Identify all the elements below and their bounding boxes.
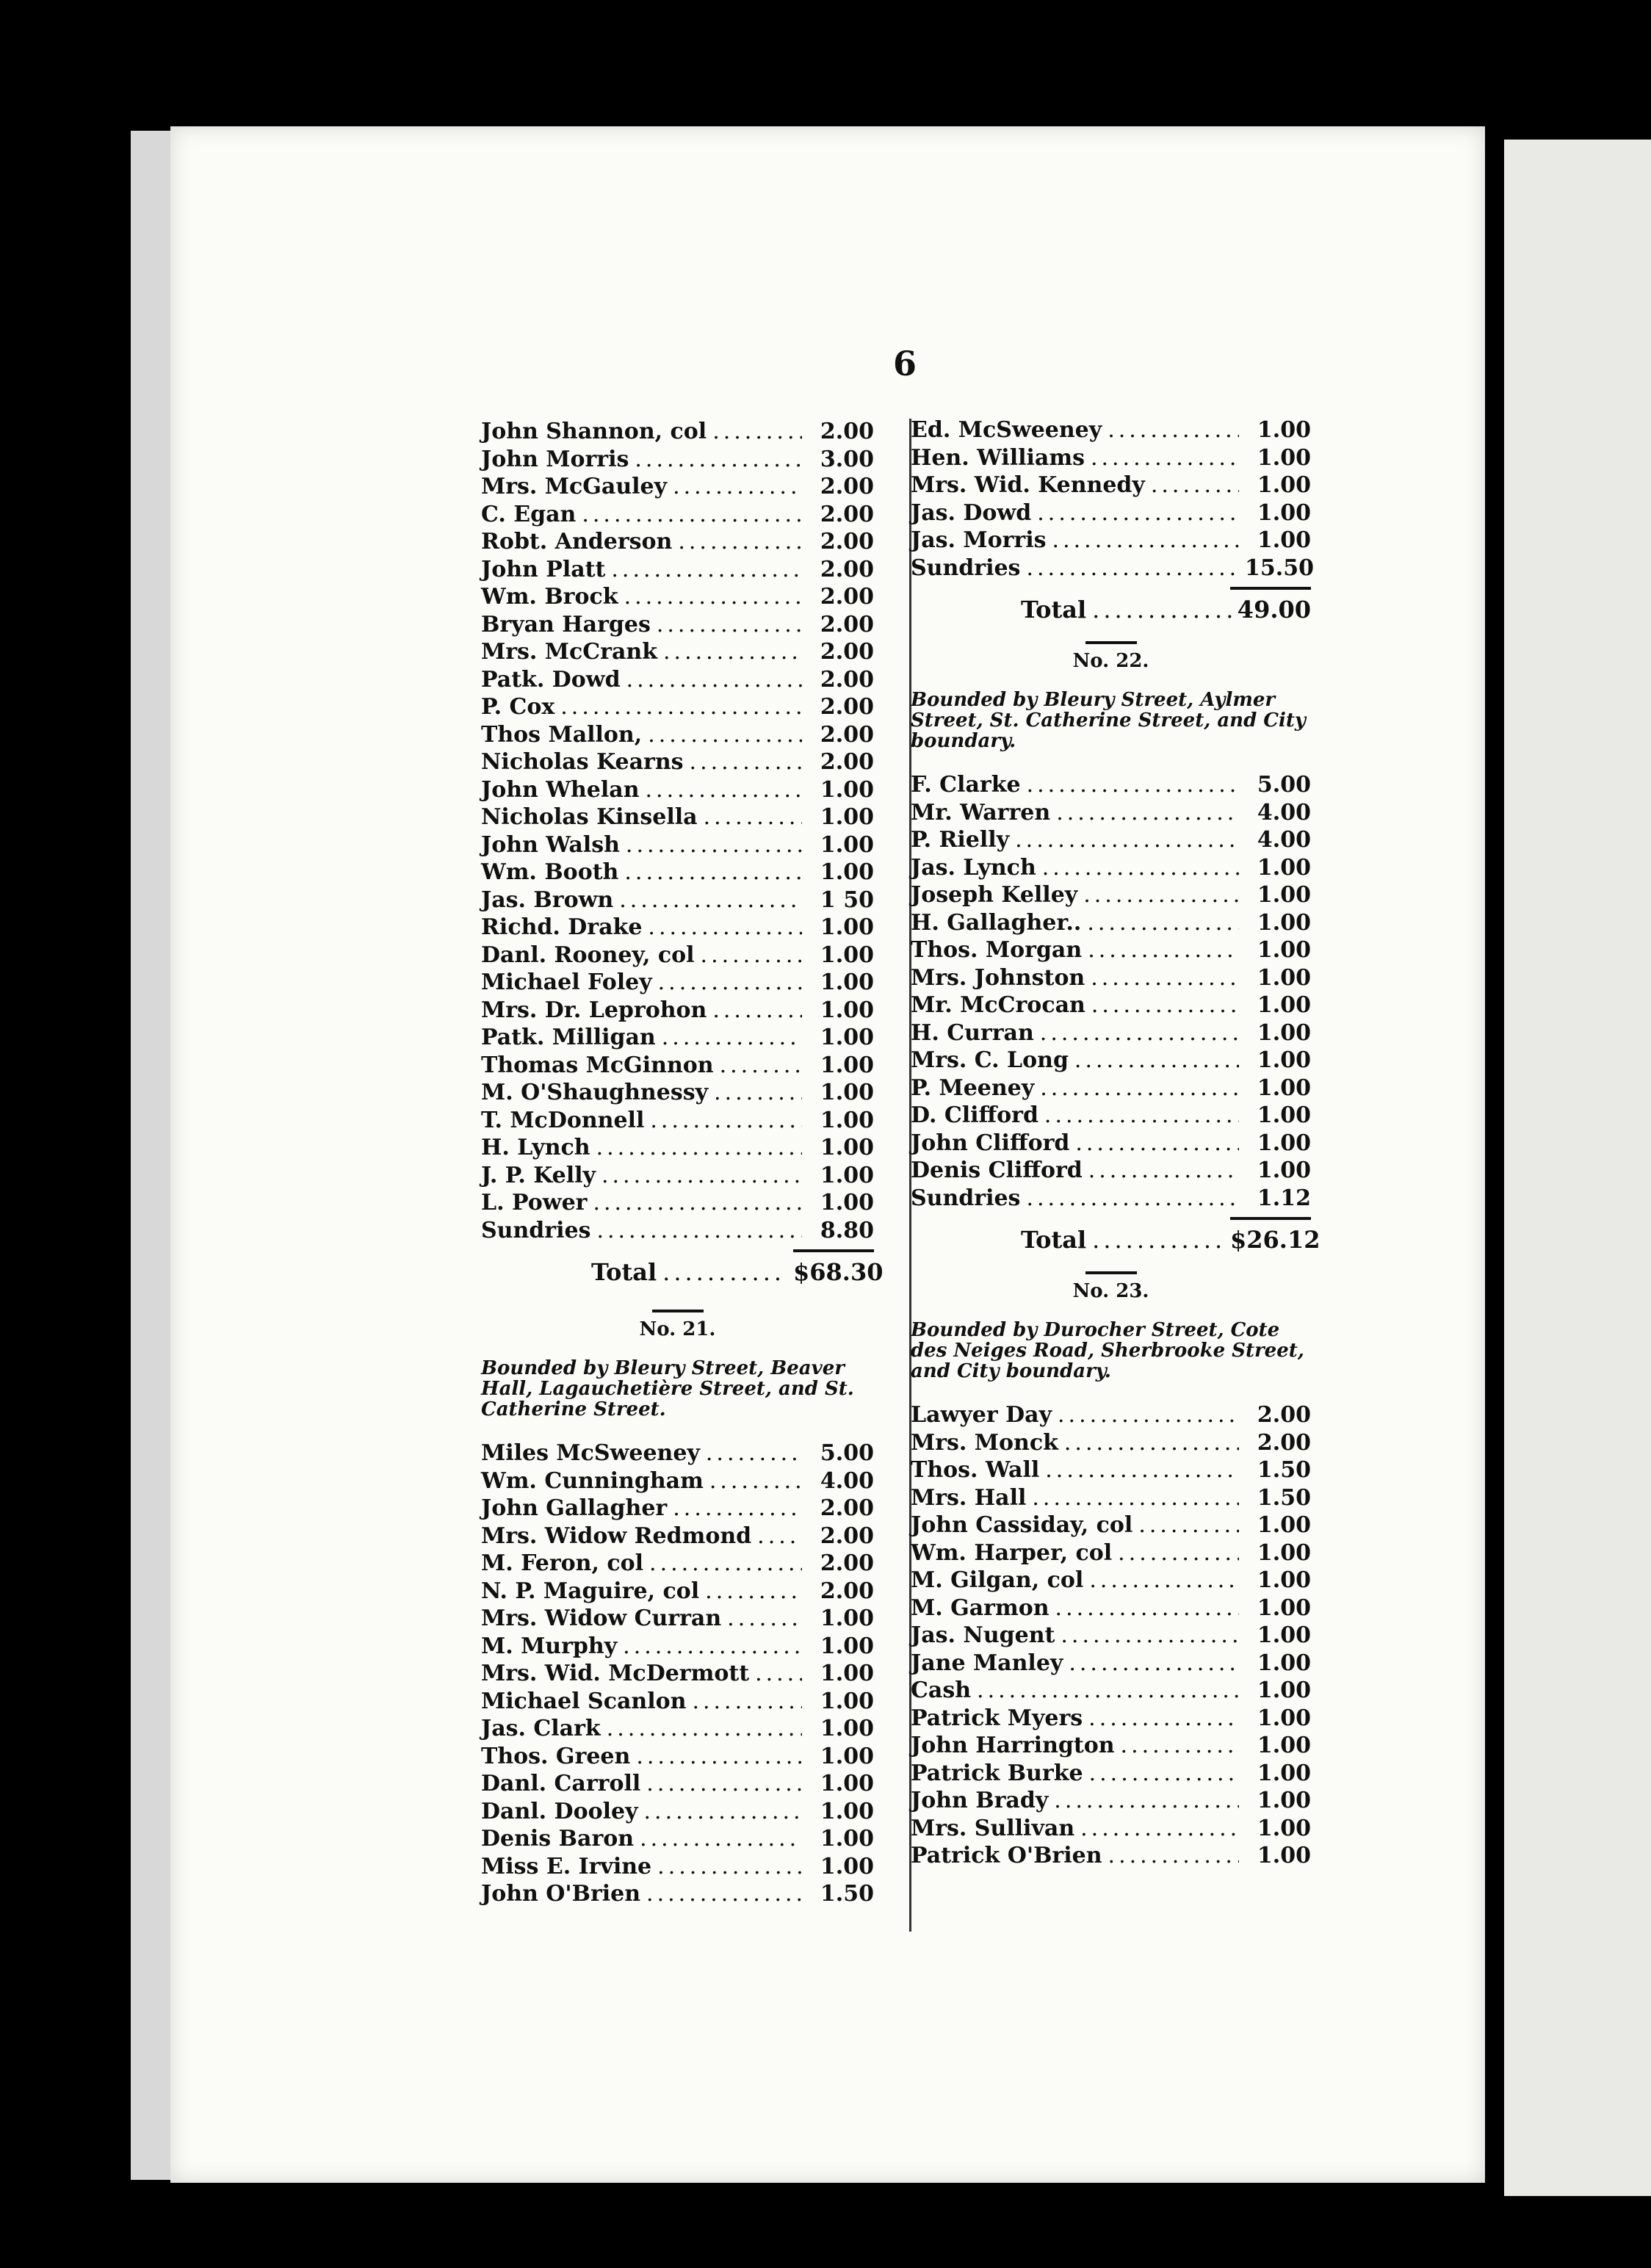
entry-amount: 1.00 <box>1257 1705 1311 1731</box>
entry-amount: 4.00 <box>1257 827 1311 853</box>
list-item <box>481 749 874 777</box>
entry-name: Thos Mallon, <box>481 721 643 748</box>
entry-amount: 1.00 <box>1257 1622 1311 1648</box>
entry-name: M. Garmon <box>911 1595 1050 1621</box>
list-item <box>481 694 874 722</box>
entry-amount: 2.00 <box>820 694 874 720</box>
entry-amount: 1.50 <box>1257 1457 1311 1483</box>
list-item <box>481 1468 874 1496</box>
list-item <box>481 969 874 997</box>
entry-amount: 1.00 <box>1257 1539 1311 1566</box>
entry-amount: 1.00 <box>820 1771 874 1796</box>
entry-amount: 1.00 <box>1257 937 1311 963</box>
list-item <box>481 1025 874 1052</box>
entry-name: John Brady <box>911 1788 1049 1813</box>
entry-amount: 2.00 <box>820 611 874 638</box>
entry-amount: 5.00 <box>1257 772 1311 798</box>
entry-name: C. Egan <box>481 501 577 527</box>
list-item <box>911 1843 1311 1871</box>
entry-name: D. Clifford <box>911 1102 1038 1128</box>
entry-name: Mrs. Widow Redmond <box>481 1523 752 1549</box>
entry-name: Robt. Anderson <box>481 529 673 555</box>
list-item <box>481 1661 874 1689</box>
entry-name: Lawyer Day <box>911 1402 1052 1428</box>
total-label: Total <box>1021 596 1087 624</box>
list-item <box>481 1190 874 1218</box>
list-item <box>911 910 1311 938</box>
entry-name: Mrs. Johnston <box>911 964 1085 991</box>
list-item <box>911 1430 1311 1458</box>
list-item <box>911 1595 1311 1623</box>
entry-amount: 2.00 <box>820 474 874 499</box>
entry-name: John Gallagher <box>481 1495 668 1521</box>
entry-amount: 1.00 <box>1257 1788 1311 1813</box>
list-item <box>911 1457 1311 1485</box>
list-item <box>481 887 874 915</box>
entry-name: Danl. Carroll <box>481 1771 641 1796</box>
list-item <box>911 937 1311 965</box>
entry-name: Bryan Harges <box>481 611 651 638</box>
entry-name: John Harrington <box>911 1733 1115 1758</box>
entry-amount: 1.00 <box>820 1162 874 1188</box>
entry-amount: 1.00 <box>1257 1815 1311 1841</box>
list-item <box>481 1108 874 1135</box>
section-22-total-row <box>911 1226 1321 1263</box>
list-item <box>481 832 874 860</box>
total-label: Total <box>591 1258 657 1286</box>
entry-name: John Clifford <box>911 1130 1070 1156</box>
entry-amount: 2.00 <box>820 501 874 527</box>
entry-amount: 1.00 <box>820 1743 874 1769</box>
list-item <box>911 827 1311 855</box>
section-title: No. 21. <box>639 1318 716 1340</box>
list-item <box>911 1158 1311 1185</box>
entry-name: Nicholas Kinsella <box>481 804 698 830</box>
entry-name: Patk. Dowd <box>481 666 621 693</box>
entry-amount: 1.00 <box>1257 499 1311 526</box>
list-item <box>481 722 874 750</box>
entry-name: Joseph Kelley <box>911 882 1078 908</box>
list-item <box>481 1606 874 1633</box>
entry-name: Patrick O'Brien <box>911 1843 1102 1868</box>
list-item <box>481 1218 874 1246</box>
entry-amount: 1.00 <box>1257 1019 1311 1046</box>
entry-name: Denis Baron <box>481 1826 635 1852</box>
entry-amount: 2.00 <box>820 1495 874 1521</box>
entry-name: Mrs. Wid. McDermott <box>481 1661 750 1686</box>
entry-amount: 1.00 <box>820 1633 874 1659</box>
entry-amount: 1.00 <box>1257 1677 1311 1703</box>
entry-amount: 1.00 <box>1257 1843 1311 1868</box>
list-item <box>481 639 874 667</box>
entry-amount: 1.00 <box>1257 527 1311 553</box>
list-item <box>481 1689 874 1716</box>
list-item <box>481 914 874 942</box>
list-item <box>481 1052 874 1080</box>
section-23-entries <box>911 1402 1311 1871</box>
entry-amount: 1.12 <box>1257 1185 1311 1211</box>
entry-amount: 1.00 <box>1257 472 1311 498</box>
list-item <box>911 965 1311 993</box>
entry-amount: 1.00 <box>820 859 874 885</box>
section-21-entries <box>481 1440 874 1909</box>
list-item <box>911 1402 1311 1430</box>
entry-amount: 1.00 <box>820 942 874 968</box>
entry-name: P. Meeney <box>911 1075 1035 1101</box>
entry-name: Miss E. Irvine <box>481 1853 652 1879</box>
entry-amount: 1.00 <box>820 997 874 1023</box>
entry-amount: 3.00 <box>820 446 874 472</box>
entry-name: Ed. McSweeney <box>911 417 1102 443</box>
list-item <box>481 1495 874 1523</box>
entry-name: Mrs. Dr. Leprohon <box>481 997 707 1023</box>
entry-amount: 2.00 <box>1257 1402 1311 1428</box>
entry-name: John Whelan <box>481 776 640 803</box>
entry-amount: 1.00 <box>820 1716 874 1741</box>
list-item <box>911 992 1311 1020</box>
list-item <box>911 1677 1311 1705</box>
right-total-row <box>911 596 1311 632</box>
entry-name: Mrs. McGauley <box>481 474 668 499</box>
section-22-entries <box>911 772 1311 1213</box>
list-item <box>481 1716 874 1744</box>
section-boundary: Bounded by Bleury Street, Beaver Hall, Lagauchetière Street, and St. Catherine Street. <box>481 1357 854 1420</box>
entry-amount: 1.00 <box>1257 1650 1311 1676</box>
entry-name: M. Feron, col <box>481 1550 644 1576</box>
entry-amount: 2.00 <box>820 1523 874 1549</box>
list-item <box>481 997 874 1025</box>
list-item <box>911 1622 1311 1650</box>
entry-name: Sundries <box>481 1217 591 1243</box>
entry-name: Nicholas Kearns <box>481 749 684 775</box>
entry-amount: 1.00 <box>1257 1567 1311 1593</box>
entry-amount: 2.00 <box>820 1550 874 1576</box>
list-item <box>911 882 1311 910</box>
entry-name: M. Gilgan, col <box>911 1567 1084 1593</box>
list-item <box>481 1854 874 1882</box>
entry-amount: 1.00 <box>820 1688 874 1714</box>
list-item <box>911 772 1311 800</box>
list-item <box>481 419 874 447</box>
entry-name: Jas. Morris <box>911 527 1047 553</box>
section-title: No. 22. <box>1072 650 1149 672</box>
list-item <box>481 1799 874 1827</box>
list-item <box>911 855 1311 883</box>
entry-amount: 1.00 <box>1257 1047 1311 1073</box>
entry-amount: 1.00 <box>820 1190 874 1216</box>
list-item <box>481 1826 874 1854</box>
entry-amount: 1.00 <box>1257 992 1311 1018</box>
list-item <box>481 1440 874 1468</box>
list-item <box>911 1733 1311 1760</box>
entry-name: Wm. Harper, col <box>911 1539 1113 1566</box>
list-item <box>911 417 1311 445</box>
entry-amount: 1 50 <box>820 886 874 913</box>
list-item <box>911 527 1311 555</box>
entry-name: Jas. Lynch <box>911 854 1036 881</box>
entry-amount: 2.00 <box>820 584 874 610</box>
section-rule <box>1085 1271 1137 1274</box>
entry-amount: 1.00 <box>820 831 874 858</box>
list-item <box>911 1567 1311 1595</box>
total-rule <box>793 1249 874 1252</box>
entry-amount: 1.00 <box>820 1080 874 1105</box>
total-label: Total <box>1021 1226 1087 1254</box>
entry-amount: 1.00 <box>1257 854 1311 881</box>
list-item <box>481 1523 874 1551</box>
total-amount: $26.12 <box>1230 1226 1321 1254</box>
entry-name: John Morris <box>481 446 629 472</box>
entry-name: Sundries <box>911 1185 1021 1211</box>
list-item <box>911 1512 1311 1540</box>
entry-name: Thos. Wall <box>911 1457 1040 1483</box>
entry-amount: 2.00 <box>820 639 874 665</box>
entry-name: Michael Foley <box>481 969 652 995</box>
list-item <box>481 447 874 474</box>
entry-name: Jas. Nugent <box>911 1622 1055 1648</box>
entry-amount: 1.00 <box>1257 1760 1311 1786</box>
entry-name: L. Power <box>481 1190 588 1216</box>
list-item <box>481 1135 874 1163</box>
entry-name: F. Clarke <box>911 772 1021 798</box>
entry-amount: 1.00 <box>820 1826 874 1852</box>
entry-name: H. Gallagher.. <box>911 909 1082 936</box>
left-column <box>481 419 884 1909</box>
entry-amount: 4.00 <box>1257 799 1311 826</box>
left-entries-list <box>481 419 874 1245</box>
entry-amount: 1.00 <box>820 1798 874 1824</box>
entry-name: Richd. Drake <box>481 914 643 940</box>
entry-name: Jas. Brown <box>481 886 614 913</box>
entry-name: Wm. Cunningham <box>481 1467 704 1494</box>
section-rule <box>1085 641 1137 644</box>
list-item <box>481 1080 874 1108</box>
list-item <box>481 777 874 805</box>
entry-name: Danl. Rooney, col <box>481 942 695 968</box>
entry-name: Mrs. McCrank <box>481 639 657 665</box>
list-item <box>911 1705 1311 1733</box>
entry-amount: 1.00 <box>820 1853 874 1879</box>
entry-name: John Cassiday, col <box>911 1512 1133 1538</box>
entry-name: T. McDonnell <box>481 1107 645 1133</box>
entry-name: Mrs. Wid. Kennedy <box>911 472 1145 498</box>
total-amount: 49.00 <box>1237 596 1311 624</box>
list-item <box>911 1130 1311 1158</box>
entry-name: Mr. McCrocan <box>911 992 1085 1018</box>
entry-name: Cash <box>911 1677 972 1703</box>
list-item <box>481 667 874 695</box>
entry-name: Miles McSweeney <box>481 1440 700 1466</box>
list-item <box>481 584 874 612</box>
entry-amount: 1.00 <box>820 914 874 940</box>
entry-amount: 1.00 <box>1257 1130 1311 1156</box>
entry-amount: 1.00 <box>1257 1595 1311 1621</box>
entry-name: M. Murphy <box>481 1633 618 1659</box>
list-item <box>481 804 874 832</box>
section-title: No. 23. <box>1072 1280 1149 1302</box>
entry-name: J. P. Kelly <box>481 1162 596 1188</box>
entry-amount: 1.50 <box>820 1881 874 1907</box>
entry-amount: 1.00 <box>820 1052 874 1078</box>
list-item <box>911 1650 1311 1678</box>
list-item <box>911 445 1311 473</box>
total-rule <box>1230 587 1311 590</box>
entry-name: Mrs. Hall <box>911 1484 1027 1511</box>
entry-amount: 1.00 <box>1257 444 1311 471</box>
entry-name: Michael Scanlon <box>481 1688 687 1714</box>
list-item <box>911 1075 1311 1103</box>
right-column <box>911 417 1321 1871</box>
entry-amount: 1.00 <box>1257 417 1311 443</box>
entry-amount: 1.00 <box>820 969 874 995</box>
list-item <box>911 800 1311 828</box>
right-entries-list <box>911 417 1314 582</box>
entry-name: M. O'Shaughnessy <box>481 1080 709 1105</box>
entry-name: Sundries <box>911 555 1021 581</box>
entry-amount: 8.80 <box>820 1217 874 1243</box>
list-item <box>911 1185 1311 1213</box>
adjacent-page-edge <box>1504 140 1651 2196</box>
list-item <box>481 859 874 887</box>
entry-amount: 1.00 <box>820 1107 874 1133</box>
entry-name: John O'Brien <box>481 1881 641 1907</box>
entry-amount: 4.00 <box>820 1467 874 1494</box>
list-item <box>481 1550 874 1578</box>
entry-name: H. Curran <box>911 1019 1034 1046</box>
list-item <box>481 1633 874 1661</box>
entry-amount: 1.00 <box>1257 964 1311 991</box>
list-item <box>911 1020 1311 1048</box>
entry-amount: 1.00 <box>1257 1102 1311 1128</box>
entry-amount: 2.00 <box>1257 1429 1311 1456</box>
entry-amount: 2.00 <box>820 419 874 444</box>
list-item <box>481 1163 874 1191</box>
entry-amount: 2.00 <box>820 666 874 693</box>
entry-amount: 5.00 <box>820 1440 874 1466</box>
total-amount: $68.30 <box>793 1258 884 1286</box>
entry-name: Mrs. C. Long <box>911 1047 1069 1073</box>
list-item <box>481 1881 874 1909</box>
entry-name: John Shannon, col <box>481 419 707 444</box>
entry-amount: 1.00 <box>1257 882 1311 908</box>
list-item <box>481 529 874 557</box>
entry-name: Thomas McGinnon <box>481 1052 714 1078</box>
entry-amount: 1.00 <box>1257 1733 1311 1758</box>
entry-amount: 1.00 <box>820 1606 874 1631</box>
total-rule <box>1230 1217 1311 1220</box>
list-item <box>481 1771 874 1799</box>
list-item <box>481 474 874 502</box>
entry-amount: 1.00 <box>1257 1075 1311 1101</box>
entry-amount: 1.00 <box>820 1661 874 1686</box>
entry-amount: 1.00 <box>820 1135 874 1160</box>
entry-name: Danl. Dooley <box>481 1798 638 1824</box>
entry-name: Thos. Green <box>481 1743 631 1769</box>
entry-amount: 2.00 <box>820 529 874 555</box>
list-item <box>481 502 874 530</box>
entry-name: Mr. Warren <box>911 799 1051 826</box>
section-boundary: Bounded by Bleury Street, Aylmer Street, St. Catherine Street, and City boundary. <box>911 689 1306 752</box>
left-total-row <box>481 1258 884 1295</box>
list-item <box>481 1744 874 1772</box>
section-boundary: Bounded by Durocher Street, Cote des Neiges Road, Sherbrooke Street, and City boundary. <box>911 1319 1304 1382</box>
entry-name: Jane Manley <box>911 1650 1063 1676</box>
entry-amount: 1.00 <box>820 1025 874 1050</box>
entry-amount: 2.00 <box>820 721 874 748</box>
entry-amount: 1.00 <box>820 804 874 830</box>
list-item <box>911 1788 1311 1816</box>
list-item <box>481 942 874 970</box>
section-rule <box>652 1310 704 1312</box>
list-item <box>911 472 1311 500</box>
entry-amount: 15.50 <box>1245 555 1314 581</box>
entry-amount: 2.00 <box>820 1578 874 1604</box>
entry-name: Jas. Dowd <box>911 499 1032 526</box>
entry-name: Thos. Morgan <box>911 937 1083 963</box>
list-item <box>481 612 874 640</box>
entry-name: H. Lynch <box>481 1135 590 1160</box>
list-item <box>911 500 1311 528</box>
entry-amount: 1.00 <box>820 776 874 803</box>
entry-name: Wm. Brock <box>481 584 618 610</box>
list-item <box>481 557 874 585</box>
entry-name: Wm. Booth <box>481 859 619 885</box>
entry-amount: 1.00 <box>1257 909 1311 936</box>
list-item <box>911 1760 1311 1788</box>
list-item <box>911 1047 1311 1075</box>
entry-name: John Platt <box>481 556 606 582</box>
entry-name: Hen. Williams <box>911 444 1085 471</box>
entry-name: N. P. Maguire, col <box>481 1578 700 1604</box>
entry-name: Patrick Burke <box>911 1760 1083 1786</box>
entry-name: Mrs. Monck <box>911 1429 1058 1456</box>
entry-amount: 1.50 <box>1257 1484 1311 1511</box>
list-item <box>911 1485 1311 1513</box>
list-item <box>911 1816 1311 1843</box>
entry-name: Mrs. Widow Curran <box>481 1606 722 1631</box>
list-item <box>911 555 1314 583</box>
entry-name: Patrick Myers <box>911 1705 1083 1731</box>
entry-name: Denis Clifford <box>911 1158 1083 1183</box>
entry-amount: 1.00 <box>1257 1512 1311 1538</box>
entry-amount: 2.00 <box>820 749 874 775</box>
entry-name: John Walsh <box>481 831 620 858</box>
entry-name: Jas. Clark <box>481 1716 601 1741</box>
entry-amount: 2.00 <box>820 556 874 582</box>
list-item <box>911 1540 1311 1568</box>
page-number: 6 <box>893 344 917 383</box>
entry-amount: 1.00 <box>1257 1158 1311 1183</box>
list-item <box>481 1578 874 1606</box>
list-item <box>911 1102 1311 1130</box>
entry-name: P. Rielly <box>911 827 1010 853</box>
entry-name: Patk. Milligan <box>481 1025 656 1050</box>
entry-name: Mrs. Sullivan <box>911 1815 1075 1841</box>
entry-name: P. Cox <box>481 694 555 720</box>
